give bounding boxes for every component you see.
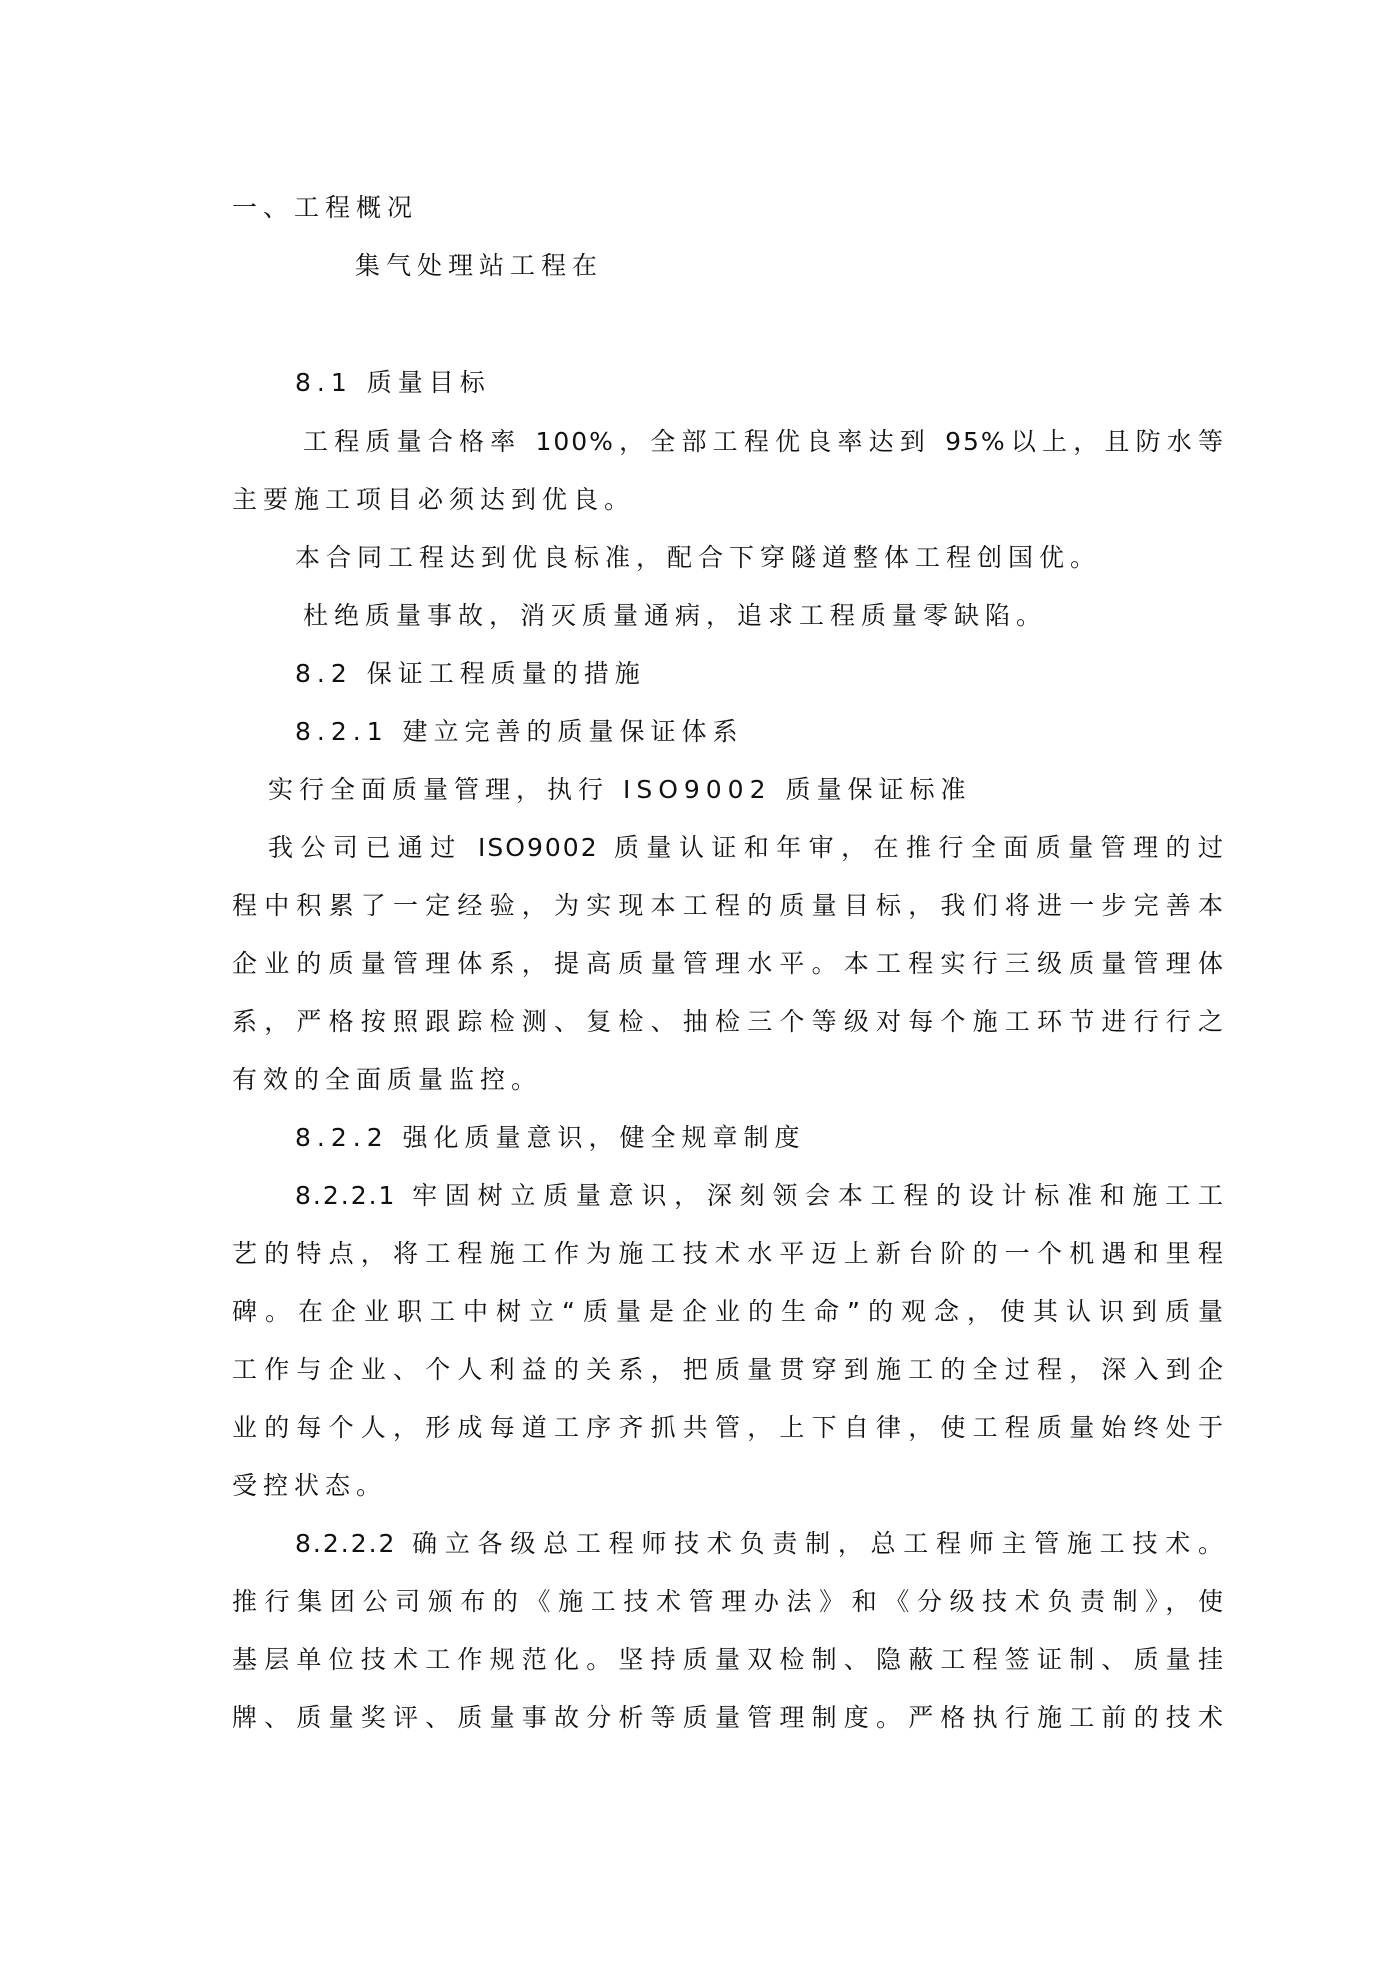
paragraph-line: 工作与企业、个人利益的关系，把质量贯穿到施工的全过程，深入到企 (232, 1355, 1225, 1384)
paragraph-line: 我公司已通过 ISO9002 质量认证和年审，在推行全面质量管理的过 (268, 833, 1225, 862)
paragraph-line: 工程质量合格率 100%，全部工程优良率达到 95%以上，且防水等 (303, 427, 1225, 456)
paragraph-line: 8.2.2.2 确立各级总工程师技术负责制，总工程师主管施工技术。 (295, 1529, 1225, 1558)
paragraph-line: 主要施工项目必须达到优良。 (232, 485, 636, 514)
paragraph-line: 杜绝质量事故，消灭质量通病，追求工程质量零缺陷。 (303, 601, 1048, 630)
paragraph-line: 牌、质量奖评、质量事故分析等质量管理制度。严格执行施工前的技术 (232, 1703, 1225, 1732)
paragraph-line: 基层单位技术工作规范化。坚持质量双检制、隐蔽工程签证制、质量挂 (232, 1645, 1225, 1674)
paragraph-line: 本合同工程达到优良标准，配合下穿隧道整体工程创国优。 (295, 543, 1102, 572)
paragraph-line: 实行全面质量管理，执行 ISO9002 质量保证标准 (268, 775, 972, 804)
heading-8-1: 8.1 质量目标 (295, 368, 491, 397)
heading-8-2-2: 8.2.2 强化质量意识，健全规章制度 (295, 1123, 806, 1152)
paragraph-line: 受控状态。 (232, 1471, 388, 1500)
paragraph-line: 程中积累了一定经验，为实现本工程的质量目标，我们将进一步完善本 (232, 891, 1225, 920)
section-title: 一、工程概况 (232, 193, 419, 222)
paragraph-line: 系，严格按照跟踪检测、复检、抽检三个等级对每个施工环节进行行之 (232, 1007, 1225, 1036)
intro-line: 集气处理站工程在 (355, 251, 604, 280)
paragraph-line: 有效的全面质量监控。 (232, 1065, 543, 1094)
paragraph-line: 艺的特点，将工程施工作为施工技术水平迈上新台阶的一个机遇和里程 (232, 1239, 1225, 1268)
paragraph-line: 8.2.2.1 牢固树立质量意识，深刻领会本工程的设计标准和施工工 (295, 1181, 1225, 1210)
heading-8-2-1: 8.2.1 建立完善的质量保证体系 (295, 717, 744, 746)
paragraph-line: 业的每个人，形成每道工序齐抓共管，上下自律，使工程质量始终处于 (232, 1413, 1225, 1442)
paragraph-line: 碑。在企业职工中树立“质量是企业的生命”的观念，使其认识到质量 (232, 1297, 1225, 1326)
paragraph-line: 企业的质量管理体系，提高质量管理水平。本工程实行三级质量管理体 (232, 949, 1225, 978)
heading-8-2: 8.2 保证工程质量的措施 (295, 659, 646, 688)
paragraph-line: 推行集团公司颁布的《施工技术管理办法》和《分级技术负责制》，使 (232, 1587, 1225, 1616)
